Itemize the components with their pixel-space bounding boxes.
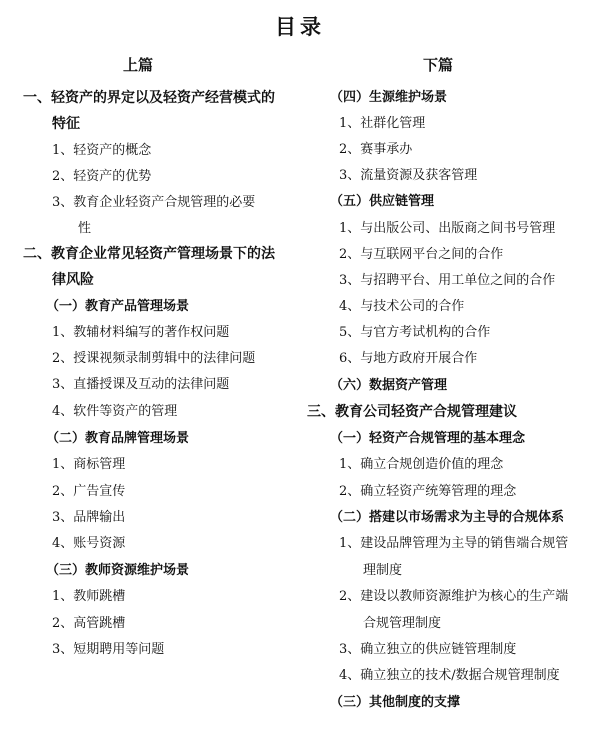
toc-item: 2、确立轻资产统筹管理的理念 [339,484,517,499]
chapter-1-title-line-1: 一、轻资产的界定以及轻资产经营模式的 [23,90,275,106]
toc-item: 1、教辅材料编写的著作权问题 [52,325,230,340]
section-heading: （六）数据资产管理 [330,378,448,393]
toc-item: 1、教师跳槽 [52,589,126,604]
section-heading: （四）生源维护场景 [330,90,448,105]
toc-item: 1、与出版公司、出版商之间书号管理 [339,221,556,236]
toc-item: 5、与官方考试机构的合作 [339,325,491,340]
section-heading: （五）供应链管理 [330,194,435,209]
toc-item: 3、短期聘用等问题 [52,642,165,657]
toc-item: 2、广告宣传 [52,484,126,499]
toc-item: 3、流量资源及获客管理 [339,168,478,183]
toc-item: 3、教育企业轻资产合规管理的必要 [52,195,256,210]
toc-item: 1、社群化管理 [339,116,426,131]
chapter-2-title-line-2: 律风险 [52,272,94,288]
toc-item: 1、轻资产的概念 [52,143,152,158]
toc-item: 4、确立独立的技术/数据合规管理制度 [339,668,560,683]
toc-item: 3、直播授课及互动的法律问题 [52,377,230,392]
left-part-heading: 上篇 [123,56,154,74]
toc-item: 性 [78,221,92,236]
toc-item: 4、软件等资产的管理 [52,404,178,419]
section-heading: （二）教育品牌管理场景 [46,431,190,446]
toc-item: 2、赛事承办 [339,142,413,157]
toc-item: 4、账号资源 [52,536,126,551]
toc-item: 理制度 [363,563,403,578]
right-part-heading: 下篇 [423,56,454,74]
section-heading: （一）轻资产合规管理的基本理念 [330,431,526,446]
toc-item: 3、品牌输出 [52,510,126,525]
chapter-2-title-line-1: 二、教育企业常见轻资产管理场景下的法 [23,246,275,262]
toc-item: 2、授课视频录制剪辑中的法律问题 [52,351,256,366]
chapter-1-title-line-2: 特征 [52,116,80,132]
toc-item: 3、确立独立的供应链管理制度 [339,642,517,657]
page-title: 目录 [275,15,325,39]
section-heading: （二）搭建以市场需求为主导的合规体系 [330,510,565,525]
toc-item: 6、与地方政府开展合作 [339,351,478,366]
toc-item: 2、建设以教师资源维护为核心的生产端 [339,589,569,604]
toc-item: 2、轻资产的优势 [52,169,152,184]
toc-item: 1、确立合规创造价值的理念 [339,457,504,472]
toc-item: 2、高管跳槽 [52,616,126,631]
toc-item: 合规管理制度 [363,616,442,631]
toc-item: 4、与技术公司的合作 [339,299,465,314]
toc-item: 2、与互联网平台之间的合作 [339,247,504,262]
toc-item: 1、建设品牌管理为主导的销售端合规管 [339,536,569,551]
chapter-3-title: 三、教育公司轻资产合规管理建议 [307,404,517,420]
section-heading: （三）教师资源维护场景 [46,563,190,578]
toc-item: 3、与招聘平台、用工单位之间的合作 [339,273,556,288]
section-heading: （三）其他制度的支撑 [330,695,461,710]
toc-item: 1、商标管理 [52,457,126,472]
section-heading: （一）教育产品管理场景 [46,299,190,314]
